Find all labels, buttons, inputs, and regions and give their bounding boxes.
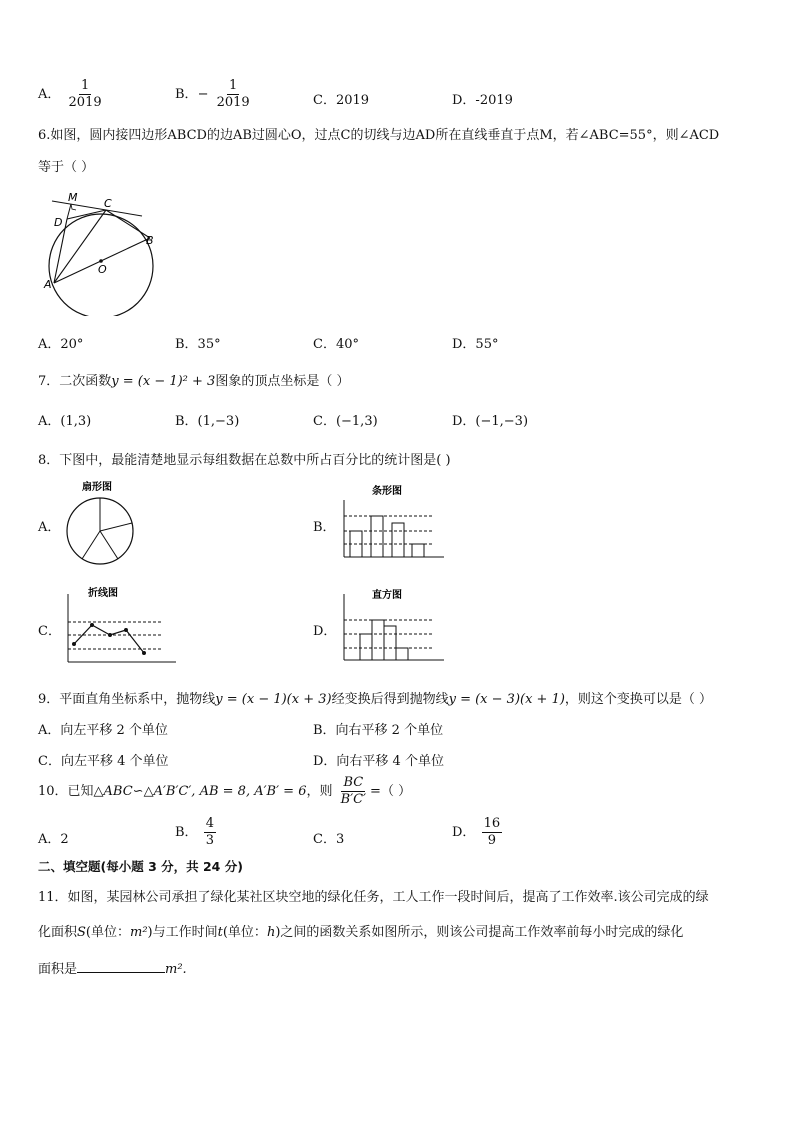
- q11-l3-a: 面积是: [38, 962, 78, 977]
- q7-option-d: D．(−1,−3): [452, 414, 529, 429]
- q5-b-den: 2019: [216, 95, 250, 110]
- q11-l3-unit: m².: [165, 962, 187, 977]
- q6-option-a: A．20°: [38, 337, 84, 352]
- q8-hist-bar-2: [372, 620, 384, 660]
- q8-bar-2: [371, 516, 383, 557]
- q9-expr1: y = (x − 1)(x + 3): [215, 692, 332, 707]
- q10-frac-num: BC: [343, 775, 364, 790]
- q8-c-label: C．: [38, 624, 61, 639]
- q10-suffix: =（ ）: [370, 784, 412, 799]
- q5-option-a: [38, 78, 106, 111]
- q9-middle: 经变换后得到抛物线: [331, 692, 449, 707]
- q10-expr: △ABC∽△A′B′C′, AB = 8, A′B′ = 6: [93, 784, 307, 799]
- q8-pie-slice-line-4: [82, 531, 100, 559]
- q11-l2-c: (单位：: [85, 925, 130, 940]
- q9-option-a: A．向左平移 2 个单位: [38, 723, 168, 738]
- q11-l2-s: S: [77, 925, 86, 940]
- q10-d-den: 9: [487, 833, 496, 848]
- q6-label-c: C: [104, 197, 112, 210]
- q10-d-fraction: [482, 816, 503, 849]
- q11-line2: [38, 921, 683, 940]
- q7-expr: y = (x − 1)² + 3: [111, 374, 216, 389]
- q11-l2-unit-h: h: [266, 925, 276, 940]
- q11-l2-i: )之间的函数关系如图所示，则该公司提高工作效率前每小时完成的绿化: [275, 925, 684, 940]
- q11-l2-g: (单位：: [222, 925, 267, 940]
- q7-stem: [38, 370, 349, 389]
- q8-line-chart-figure: [60, 582, 180, 670]
- q8-line-point-5: [142, 651, 146, 655]
- q9-suffix: ，则这个变换可以是（ ）: [564, 692, 713, 707]
- q6-label-d: D: [54, 216, 63, 229]
- q10-option-d: [452, 816, 504, 849]
- q8-a-label: A．: [38, 520, 61, 535]
- q6-option-b: B．35°: [175, 337, 221, 352]
- q8-pie-slice-line-2: [100, 523, 132, 531]
- q11-l2-t: t: [217, 925, 223, 940]
- q5-option-d: D．-2019: [452, 93, 513, 108]
- q8-line-point-1: [72, 642, 76, 646]
- q5-a-label: A．: [38, 87, 61, 102]
- q6-circle-figure: [38, 186, 168, 316]
- q9-option-d: D．向右平移 4 个单位: [313, 754, 444, 769]
- q6-stem-line1: 6.如图，圆内接四边形ABCD的边AB过圆心O，过点C的切线与边AD所在直线垂直于点M，若∠ABC=55°，则∠ACD: [38, 128, 720, 143]
- q8-line-point-2: [90, 623, 94, 627]
- q5-option-c: C．2019: [313, 93, 370, 108]
- q10-frac-den: B′C′: [340, 792, 367, 807]
- q11-line1: 11．如图，某园林公司承担了绿化某社区块空地的绿化任务，工人工作一段时间后，提高了工作效率.该公司完成的绿: [38, 890, 709, 905]
- q9-stem: [38, 688, 712, 707]
- q10-b-fraction: [204, 816, 216, 849]
- q6-label-b: B: [146, 234, 154, 247]
- q6-label-m: M: [68, 191, 78, 204]
- q9-expr2: y = (x − 3)(x + 1): [448, 692, 565, 707]
- q5-a-num: 1: [80, 78, 90, 93]
- q8-d-label: D．: [313, 624, 337, 639]
- q10-mid: ，则: [306, 784, 333, 799]
- q7-option-b: B．(1,−3): [175, 414, 240, 429]
- q7-prefix: 7．二次函数: [38, 374, 112, 389]
- q7-option-c: C．(−1,3): [313, 414, 378, 429]
- q6-extension-dm: [67, 204, 71, 219]
- q8-pie-slice-line-3: [100, 531, 118, 559]
- q5-b-fraction: [215, 78, 252, 111]
- q9-prefix: 9．平面直角坐标系中，抛物线: [38, 692, 216, 707]
- q8-hist-title: 直方图: [372, 590, 402, 601]
- q8-stem: 8．下图中，最能清楚地显示每组数据在总数中所占百分比的统计图是( ): [38, 453, 451, 468]
- section-2-title: 二、填空题(每小题 3 分，共 24 分): [38, 859, 243, 874]
- q9-option-c: C．向左平移 4 个单位: [38, 754, 169, 769]
- q8-bar-3: [392, 523, 404, 557]
- q11-l2-a: 化面积: [38, 925, 78, 940]
- q5-b-num: 1: [229, 78, 238, 93]
- q10-option-b: [175, 816, 218, 849]
- q6-side-cb: [106, 210, 150, 238]
- q8-bar-4: [412, 544, 424, 557]
- q8-hist-bar-3: [384, 626, 396, 660]
- q6-label-a: A: [44, 278, 52, 291]
- q7-option-a: A．(1,3): [38, 414, 92, 429]
- q10-option-c: C．3: [313, 832, 345, 847]
- q8-pie-chart-figure: [62, 478, 146, 568]
- q9-option-b: B．向右平移 2 个单位: [313, 723, 444, 738]
- q11-l2-e: )与工作时间: [147, 925, 218, 940]
- q8-line-point-4: [124, 628, 128, 632]
- q10-b-label: B．: [175, 825, 198, 840]
- q8-pie-title: 扇形图: [82, 482, 112, 493]
- q8-hist-bar-4: [396, 648, 408, 660]
- q5-a-den: 2019: [68, 95, 102, 110]
- q8-line-point-3: [108, 633, 112, 637]
- q6-option-d: D．55°: [452, 337, 499, 352]
- q5-a-fraction: [67, 78, 104, 111]
- q8-b-label: B．: [313, 520, 336, 535]
- q8-bar-chart-figure: [334, 480, 446, 564]
- q10-stem: [38, 775, 411, 808]
- q8-bar-title: 条形图: [372, 486, 402, 497]
- q8-hist-bar-1: [360, 634, 372, 660]
- q10-d-num: 16: [483, 816, 501, 831]
- q5-b-label: B．: [175, 87, 198, 102]
- q10-prefix: 10．已知: [38, 784, 94, 799]
- q7-suffix: 图象的顶点坐标是（ ）: [215, 374, 350, 389]
- q6-label-o: O: [98, 263, 107, 276]
- q6-stem-line2: 等于（ ）: [38, 160, 95, 175]
- q10-fraction: [339, 775, 368, 808]
- q11-answer-blank[interactable]: [77, 960, 165, 973]
- q11-line3: [38, 958, 187, 977]
- q10-option-a: A．2: [38, 832, 69, 847]
- q10-d-label: D．: [452, 825, 476, 840]
- q11-l2-unit-m2: m²: [130, 925, 148, 940]
- q8-histogram-figure: [334, 584, 446, 666]
- q10-b-den: 3: [205, 833, 214, 848]
- q5-b-sign: −: [197, 87, 209, 102]
- q8-line-title: 折线图: [88, 588, 118, 599]
- q10-b-num: 4: [205, 816, 214, 831]
- q6-option-c: C．40°: [313, 337, 359, 352]
- q5-option-b: [175, 78, 254, 111]
